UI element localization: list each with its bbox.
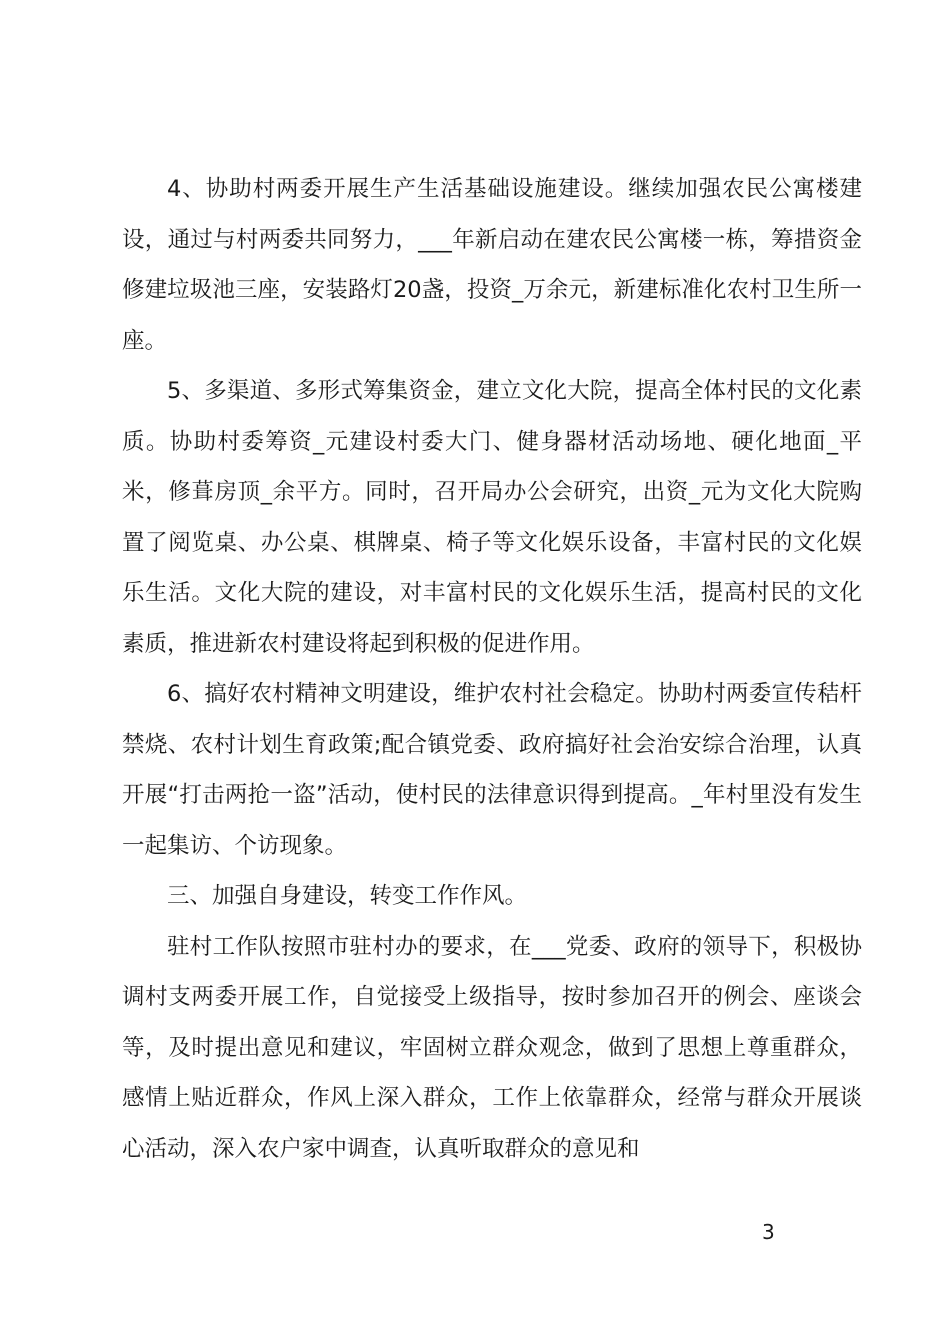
document-body [122, 164, 862, 1174]
paragraph-item-5: 5、多渠道、多形式筹集资金，建立文化大院，提高全体村民的文化素质。协助村委筹资_元建设村委大门、健身器材活动场地、硬化地面_平米，修葺房顶_余平方。同时，召开局办公会研究，出资_元为文化大院购置了阅览桌、办公桌、棋牌桌、椅子等文化娱乐设备，丰富村民的文化娱乐生活。文化大院的建设，对丰富村民的文化娱乐生活，提高村民的文化素质，推进新农村建设将起到积极的促进作用。 [122, 378, 862, 657]
section-heading: 三、加强自身建设，转变工作作风。 [167, 883, 528, 909]
paragraph-item-4: 4、协助村两委开展生产生活基础设施建设。继续加强农民公寓楼建设，通过与村两委共同努力，___年新启动在建农民公寓楼一栋，筹措资金修建垃圾池三座，安装路灯20盏，投资_万余元，新建标准化农村卫生所一座。 [122, 176, 862, 354]
closing-paragraph: 驻村工作队按照市驻村办的要求，在___党委、政府的领导下，积极协调村支两委开展工作，自觉接受上级指导，按时参加召开的例会、座谈会等，及时提出意见和建议，牢固树立群众观念，做到了思想上尊重群众，感情上贴近群众，作风上深入群众，工作上依靠群众，经常与群众开展谈心活动，深入农户家中调查，认真听取群众的意见和 [122, 933, 862, 1162]
paragraph-item-6: 6、搞好农村精神文明建设，维护农村社会稳定。协助村两委宣传秸杆禁烧、农村计划生育政策;配合镇党委、政府搞好社会治安综合治理，认真开展“打击两抢一盗”活动，使村民的法律意识得到提高。_年村里没有发生一起集访、个访现象。 [122, 681, 862, 859]
page-number: 3 [762, 1220, 775, 1244]
